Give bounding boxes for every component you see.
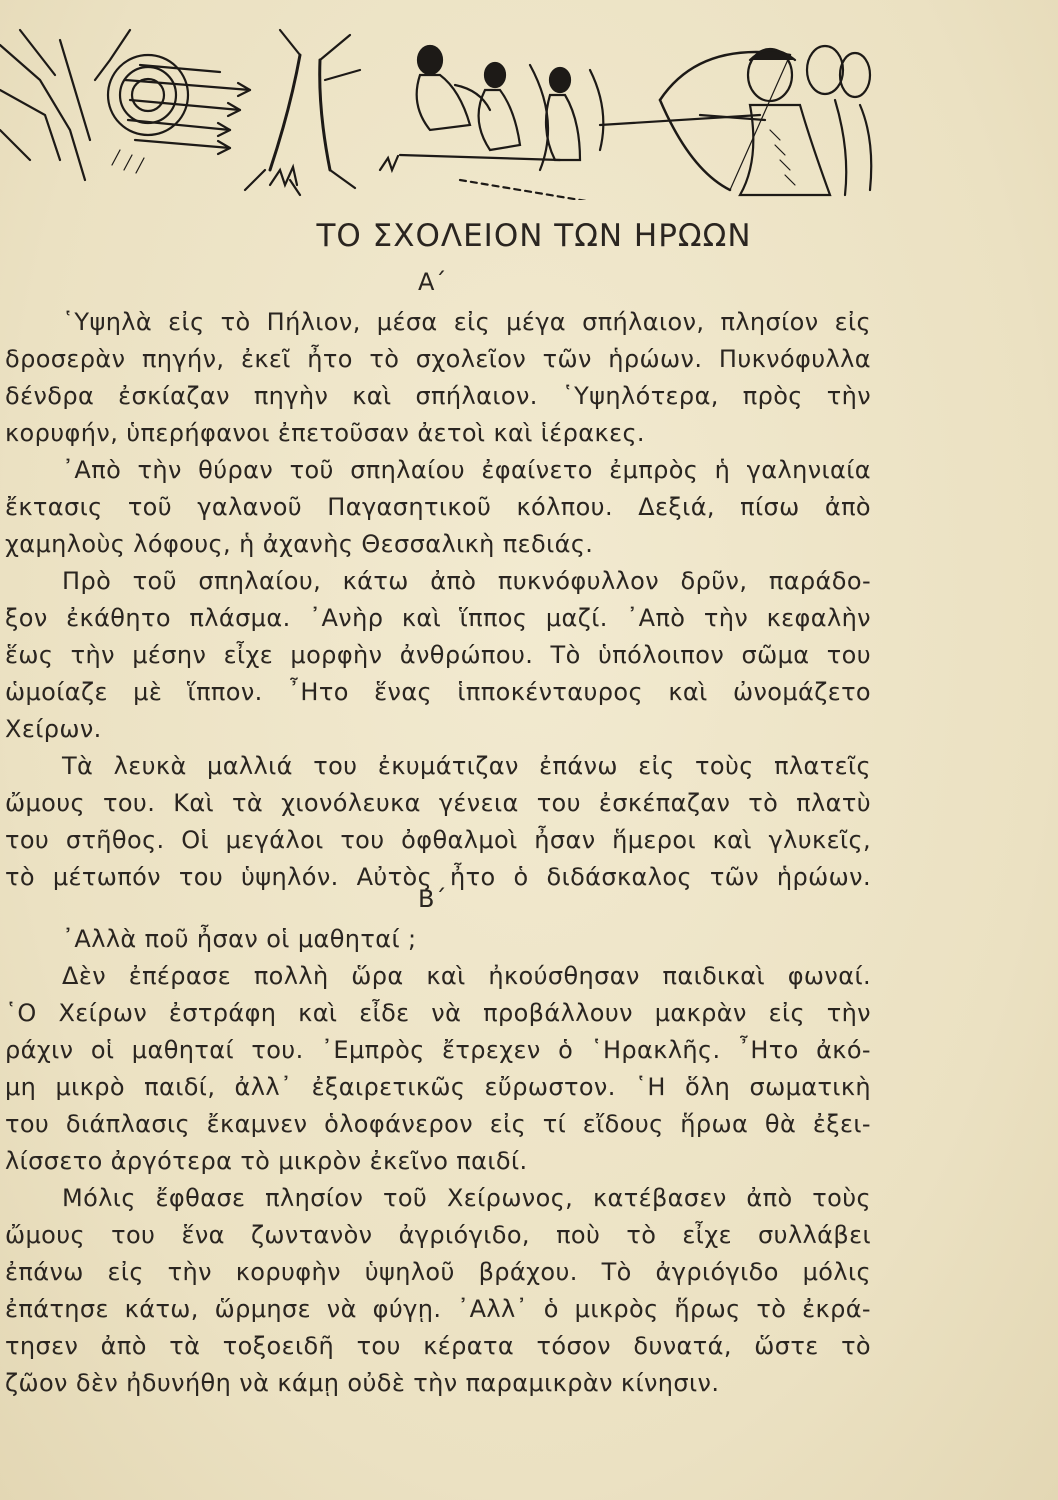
text-line: χαμηλοὺς λόφους, ἡ ἀχανὴς Θεσσαλικὴ πεδιάς. [5,530,594,558]
text-line: ἐπάνω εἰς τὴν κορυφὴν ὑψηλοῦ βράχου. Τὸ ἀγριόγιδο μόλις [5,1258,871,1286]
page-title: ΤΟ ΣΧΟΛΕΙΟΝ ΤΩΝ ΗΡΩΩΝ [316,218,752,254]
text-line: δροσερὰν πηγήν, ἐκεῖ ἦτο τὸ σχολεῖον τῶν ἡρώων. Πυκνόφυλλα [5,345,871,373]
text-line: ῾Ο Χείρων ἐστράφη καὶ εἶδε νὰ προβάλλουν μακρὰν εἰς τὴν [5,999,871,1027]
text-line: του διάπλασις ἔκαμνεν ὁλοφάνερον εἰς τί εἴδους ἥρωα θὰ ἐξει- [5,1110,871,1138]
text-line: ὡμοίαζε μὲ ἵππον. ῏Ητο ἕνας ἱπποκένταυρος καὶ ὠνομάζετο [5,678,871,706]
text-line: δένδρα ἐσκίαζαν πηγὴν καὶ σπήλαιον. ῾Υψηλότερα, πρὸς τὴν [5,382,871,410]
text-line: τησεν ἀπὸ τὰ τοξοειδῆ του κέρατα τόσον δυνατά, ὥστε τὸ [5,1332,871,1360]
text-line: ὤμους του. Καὶ τὰ χιονόλευκα γένεια του ἐσκέπαζαν τὸ πλατὺ [5,789,871,817]
text-line: ὤμους του ἕνα ζωντανὸν ἀγριόγιδο, ποὺ τὸ εἶχε συλλάβει [5,1221,871,1249]
text-line: κορυφήν, ὑπερήφανοι ἐπετοῦσαν ἀετοὶ καὶ ἱέρακες. [5,419,645,447]
text-line: ζῶον δὲν ἠδυνήθη νὰ κάμῃ οὐδὲ τὴν παραμικρὰν κίνησιν. [5,1369,720,1397]
text-line: τὸ μέτωπόν του ὑψηλόν. Αὐτὸς ἦτο ὁ διδάσκαλος τῶν ἡρώων. [5,863,871,891]
text-line: Χείρων. [5,715,102,743]
text-line: ξον ἐκάθητο πλάσμα. ᾿Ανὴρ καὶ ἵππος μαζί. ᾿Απὸ τὴν κεφαλὴν [5,604,871,632]
text-line: του στῆθος. Οἱ μεγάλοι του ὀφθαλμοὶ ἦσαν ἥμεροι καὶ γλυκεῖς, [5,826,871,854]
text-line: Δὲν ἐπέρασε πολλὴ ὥρα καὶ ἠκούσθησαν παιδικαὶ φωναί. [62,962,871,990]
text-line: ἐπάτησε κάτω, ὥρμησε νὰ φύγῃ. ᾿Αλλ᾿ ὁ μικρὸς ἥρως τὸ ἐκρά- [5,1295,871,1323]
text-line: λίσσετο ἀργότερα τὸ μικρὸν ἐκεῖνο παιδί. [5,1147,528,1175]
section-mark-a: Α΄ [418,268,447,296]
text-line: ῾Υψηλὰ εἰς τὸ Πήλιον, μέσα εἰς μέγα σπήλαιον, πλησίον εἰς [62,308,871,336]
text-line: Μόλις ἔφθασε πλησίον τοῦ Χείρωνος, κατέβασεν ἀπὸ τοὺς [62,1184,871,1212]
section-mark-b: Β΄ [418,885,447,913]
text-line: ἕως τὴν μέσην εἶχε μορφὴν ἀνθρώπου. Τὸ ὑπόλοιπον σῶμα του [5,641,871,669]
text-line: μη μικρὸ παιδί, ἀλλ᾿ ἐξαιρετικῶς εὔρωστον. ῾Η ὅλη σωματικὴ [5,1073,871,1101]
text-line: Πρὸ τοῦ σπηλαίου, κάτω ἀπὸ πυκνόφυλλον δρῦν, παράδο- [62,567,871,595]
text-line: Τὰ λευκὰ μαλλιά του ἐκυμάτιζαν ἐπάνω εἰς τοὺς πλατεῖς [62,752,871,780]
text-line: ᾿Απὸ τὴν θύραν τοῦ σπηλαίου ἐφαίνετο ἐμπρὸς ἡ γαληνιαία [62,456,871,484]
text-line: ἔκτασις τοῦ γαλανοῦ Παγασητικοῦ κόλπου. Δεξιά, πίσω ἀπὸ [5,493,871,521]
archery-scene-illustration [0,20,880,200]
text-line: ράχιν οἱ μαθηταί του. ᾿Εμπρὸς ἔτρεχεν ὁ ῾Ηρακλῆς. ῏Ητο ἀκό- [5,1036,871,1064]
text-line: ᾿Αλλὰ ποῦ ἦσαν οἱ μαθηταί ; [62,925,417,953]
